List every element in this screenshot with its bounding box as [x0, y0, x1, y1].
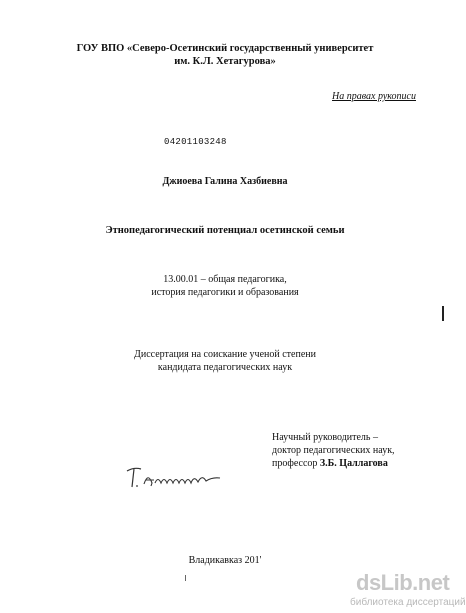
supervisor-block [272, 431, 395, 470]
supervisor-title: профессор [272, 458, 320, 469]
supervisor-line-3 [272, 457, 395, 470]
institution-line-1: ГОУ ВПО «Северо-Осетинский государственный университет [76, 43, 374, 54]
institution-line-2: им. К.Л. Хетагурова» [174, 56, 276, 67]
specialty-block [0, 273, 450, 299]
degree-block [0, 348, 450, 374]
margin-mark [442, 306, 444, 321]
supervisor-name: З.Б. Цаллагова [319, 458, 388, 469]
dissertation-title: Этнопедагогический потенциал осетинской семьи [105, 225, 345, 236]
place-and-year: Владикавказ 201' [188, 555, 262, 566]
institution-header [0, 42, 450, 68]
author-name: Джиоева Галина Хазбиевна [162, 176, 288, 187]
scan-tick-mark [185, 575, 186, 581]
specialty-line-1: 13.00.01 – общая педагогика, [163, 274, 287, 285]
dslib-watermark [350, 568, 466, 613]
degree-line-1: Диссертация на соискание ученой степени [134, 349, 316, 360]
watermark-logo: dsLib.net [356, 570, 450, 595]
handwritten-signature [124, 462, 224, 492]
supervisor-line-2: доктор педагогических наук, [272, 445, 395, 456]
watermark-caption: библиотека диссертаций [350, 597, 466, 608]
degree-line-2: кандидата педагогических наук [157, 362, 293, 373]
archive-number: 04201103248 [164, 137, 227, 147]
supervisor-line-1: Научный руководитель – [272, 432, 378, 443]
manuscript-rights-note: На правах рукописи [332, 91, 416, 102]
specialty-line-2: история педагогики и образования [151, 287, 299, 298]
